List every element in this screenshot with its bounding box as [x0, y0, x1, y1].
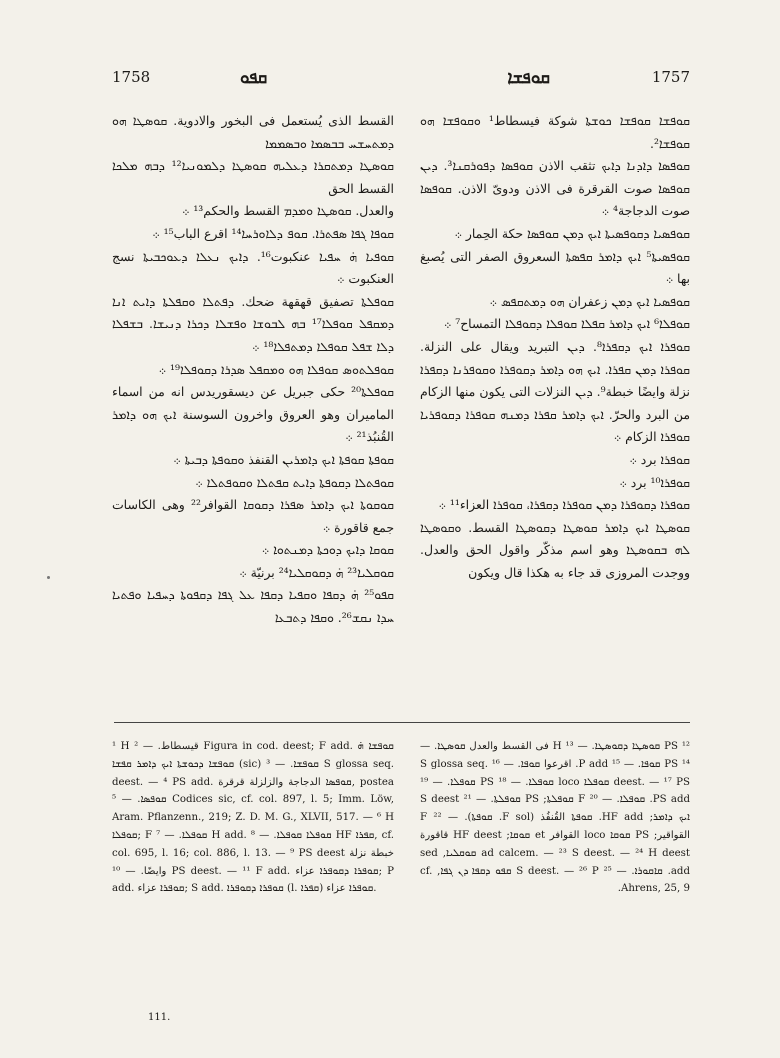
- dictionary-entry: ܩܘܩܐ ܕܐܝܟ ܕܘܟܬܐ ܕܡܢܬܘܐ ܀: [261, 542, 394, 558]
- dictionary-entry: ܩܘܦܝܐ ܗ̇ ܚܦܝܐ عنكبوت¹⁶. ܕܐܝܟ ܢܥܠܐ ܕܥܘܟܒܝܬܐ نسج العنكبوت ܀: [112, 248, 394, 287]
- footnotes-left: [112, 738, 394, 898]
- dictionary-entry: ܩܘܦܪܐ ܐܝܟ ܕܩܦܪܐ⁸. ܕܝܢ التبريد ويقال على النزلة. ܩܘܦܪܐ ܕܡܢ ܩܦܪܐ. ܐܝܟ ܗܘ ܕܐܡܪ ܕܩܘܦܪܐ ܘܩܘܦܪܢܐ ܕܩܦܪܐ نزلة وايضًا خبطة⁹. ܕܝܢ النزلات التى يكون منها الزكام من البرد والحرّ. ܐܝܟ ܕܐܡܪ ܩܦܪܐ ܕܡܢܗ ܩܘܦܪܐ ܕܩܘܦܪܝܐ ܩܘܦܪܐ الزكام ܀: [420, 338, 691, 445]
- dictionary-entry: ܩܘܦܠܬܐ²⁰ حكى جبريل عن ديسقوريدس انه من اسماء الماميران وهو العروق واخرون السوسنة ܐܝܟ ܗܘ ܕܐܡܪ القُنبُذ²¹ ܀: [112, 384, 394, 445]
- dictionary-entry: ܩܘܦܣܝܬܐ⁵ ܐܝܟ ܕܐܡܪ ܩܦܣܬܐ السعروق الصفر التى يُصبغ بها ܀: [420, 248, 690, 287]
- dictionary-entry: ܩܘܦܪܐ ܕܩܘܦܪܐ ܕܡܢ ܩܘܦܪܐ ܕܩܦܪܐ، ܩܘܦܪܐ العزاء¹¹ ܀: [438, 497, 690, 513]
- dictionary-entry: والعدل. ܩܘܣܛܐ ܘܡܕܡ القسط والحكم¹³ ܀: [181, 203, 394, 219]
- right-running-head: ܩܘܦܫܐ: [507, 68, 550, 88]
- right-column: [420, 110, 690, 584]
- dictionary-entry: ܩܘܦܣܐ ܕܐܕܢܐ ܕܐܝܟ تثقب الاذن ܩܘܦܣܐ ܕܦܘܪܩܢܐ³. ܕܝܢ ܩܘܦܣܐ صوت القرقرة فى الاذن ودوىّ الاذن. ܩܘܦܣܐ صوت الدجاجة⁴ ܀: [420, 158, 690, 219]
- dictionary-entry: ܩܘܦܣܝܐ ܐܝܟ ܕܡܢ زعفران ܗܘ ܕܡܬܩܦܣ ܀: [489, 293, 690, 309]
- footnote-block: ¹ H قيسطاط. — ² Figura in cod. deest; F add. ܩܘܦܫܐ ܗ̇ ܩܘܦܫܐ ܕܟܘܫܬܐ ܐܝܟ ܕܐܡܪ ܩܦܫܐ (sic) ܩܘܦܫܐ. — ³ S glossa seq. deest. — ⁴ PS add. ܩܘܦܣܐ الدجاجة والزلزلة قرقرة, postea ܩܘܦܣܐ. — ⁵ Codices sic, cf. col. 897, l. 5; Imm. Löw, Aram. Pflanzenn., 219; Z. D. M. G., XLVII, 517. — ⁶ H ܩܘܦܠܐ; F ܩܘܦܠܐ. — ⁷ H add. ܩܘܦܠܐ ܩܘܦܠܐ. — ⁸ HF ܩܦܪܐ, cf. col. 695, l. 16; col. 886, l. 13. — ⁹ PS deest خبطة نزلة وايضًا. — ¹⁰ PS deest. — ¹¹ F add. ܩܘܦܪܐ ܕܩܘܦܪܐ عزاء; P add. ܩܘܦܪܐ عزاء; S add. ܩܘܦܪܐ ܕܩܘܦܪܐ (l. ܩܦܪܐ) ܩܘܦܪܐ عزاء.: [112, 741, 395, 895]
- dictionary-entry: ܩܘܩܘܬܐ ܐܝܟ ܕܐܡܪ ܣܦܪܐ ܕܩܘܩܐ القوافر²² وهى الكاسات جمع قاقورة ܀: [112, 497, 394, 535]
- left-running-head: ܩܦܘ: [240, 68, 268, 88]
- signature-mark: 111.: [148, 1012, 171, 1023]
- dictionary-entry: ܩܘܦܠܐ⁶ ܐܝܟ ܕܐܡܪ ܩܦܠܐ ܩܘܦܠܐ ܕܩܘܦܠܐ التمساح⁷ ܀: [443, 316, 690, 332]
- dictionary-entry: ܩܘܦܠܬܘܣ ܩܘܦܠܐ ܗܘ ܘܡܩܦܠ ܣܕܪܐ ܕܩܘܦܠܐ¹⁹ ܀: [158, 361, 394, 377]
- dictionary-entry: ܩܘܦܠܬܐ تصفيق قهقهة ضحك. ܕܦܬܠܐ ܘܩܦܠܬܐ ܕܐܝܬ ܐܢܐ ܕܡܩܦܠ ܩܘܦܠܐ¹⁷ ܒܗ ܠܒܘܫܐ ܘܦܫܠܐ ܕܟܪܐ ܕܢܝܫܐ. ܒܫܦܠܐ ܕܠܐ ܫܦܠ ܩܘܦܠܐ ܕܡܬܦܠܐ¹⁸ ܀: [112, 293, 394, 354]
- dictionary-entry: ܩܘܣܛܐ ܕܡܬܩܪܐ ܕܥܠܝܗ ܩܘܣܛܐ ܕܠܡܘܢܝܐ¹² ܕܒܗ ܡܠܟܐ القسط الحق: [112, 158, 394, 196]
- page-header: [112, 68, 690, 94]
- dictionary-entry: ܩܘܦܐ ܓܦܐ ܣܦܬܪܐ. ܩܘܦ ܕܠܐܘܪܚܐ¹⁴ اقرع الباب¹⁵ ܀: [152, 225, 394, 241]
- footnote-block: ¹² PS ܩܘܣܛܐ ܕܩܘܣܛܐ. — ¹³ H فى القسط والعدل ܩܘܣܛܐ. — ¹⁴ PS ܩܘܦܐ. — ¹⁵ P add. اقرعوا ܩܘܦܐ. — ¹⁶ S glossa seq. deest. — ¹⁷ PS ܩܘܦܠܐ loco ܩܘܦܠܐ. — ¹⁸ PS ܩܘܦܠܐ. — ¹⁹ PS add. ܩܘܦܠܐ. — ²⁰ F ܩܘܦܠܬܐ; PS ܩܘܦܠܬܐ. — ²¹ S deest ܐܝܟ ܕܐܡܪ; HF add. ܩܘܦܬܐ القُنفُذ (F sol. ܩܘܦܬܐ). — ²² F القواقير; PS ܩܘܩܐ loco القوافر et ܩܘܩܐ; HF deest قاقورة ad calcem. — ²³ S deest. — ²⁴ H deest ܩܘܩܠܝܐ, sed add. ܩܐܩܘܪܐ. — ²⁵ S deest. — ²⁶ P ܩܦܘ ܕܩܦܐ ܕܢ ܓܦܐ, cf. Ahrens, 25, 9.: [420, 741, 690, 895]
- dictionary-entry: ܩܘܣܛܐ ܐܝܟ ܕܐܡܪ ܩܘܣܛܐ ܕܩܘܣܛܐ القسط. ܘܩܘܣܛܐ ܠܗ ܒܩܘܣܛܐ وهو اسم مذكّر واقول الحق والعدل. ووجدت المروزى قد جاء به هكذا قال ويكون: [420, 519, 690, 580]
- dictionary-entry: ܩܘܦܪܐ¹⁰ برد ܀: [619, 474, 690, 490]
- footnotes-right: [420, 738, 690, 898]
- dictionary-entry: ܩܦܘ²⁵ ܗ̇ ܕܩܦܐ ܘܩܦܝܐ ܕܩܦܐ ܥܠ ܓܦܐ ܕܩܦܘܬܐ ܕܚܦܝܐ ܘܦܬܝܐ ܚܕܐ ܢܩܫ²⁶. ܘܩܦܐ ܕܬܒܥܐ: [112, 587, 394, 626]
- right-page-number: 1757: [651, 68, 690, 86]
- dictionary-entry: ܩܘܦܪܐ برد ܀: [629, 451, 690, 467]
- dictionary-entry: ܩܘܩܠܝܐ²³ ܗ̇ ܕܩܘܩܠܝܐ²⁴ برنيّة ܀: [239, 564, 394, 580]
- dictionary-entry: ܩܘܦܫܐ ܩܘܦܫܐ ܟܘܫܬܐ شوكة فيسطاط¹ ܘܩܘܦܫܐ ܗܘ ܩܘܦܫܐ².: [420, 113, 690, 151]
- dictionary-entry: ܩܘܦܣܝܐ ܕܩܘܦܣܝܬܐ ܐܝܟ ܕܡܢ ܩܘܦܣܐ حكة الحِمار ܀: [454, 225, 690, 241]
- dictionary-entry: القسط الذى يُستعمل فى البخور والادوية. ܩܘܣܛܐ ܗܘ ܕܡܬܚܫܚ ܒܒܣܡܐ ܘܒܣܡܡܐ: [112, 113, 394, 151]
- left-column: [112, 110, 394, 630]
- paper-speck: [47, 576, 50, 579]
- dictionary-entry: ܩܘܦܬܐ ܩܘܦܬܐ ܐܝܟ ܕܐܡܪܝܢ القنفذ ܘܩܘܦܬܐ ܕܒܝܬܐ ܀: [173, 451, 394, 467]
- dictionary-entry: ܩܘܦܬܠܐ ܕܩܘܦܬܐ ܕܐܝܬ ܩܦܬܠܐ ܘܩܘܦܬܠܐ ܀: [195, 474, 394, 490]
- left-page-number: 1758: [112, 68, 151, 86]
- footnote-divider: [114, 722, 690, 723]
